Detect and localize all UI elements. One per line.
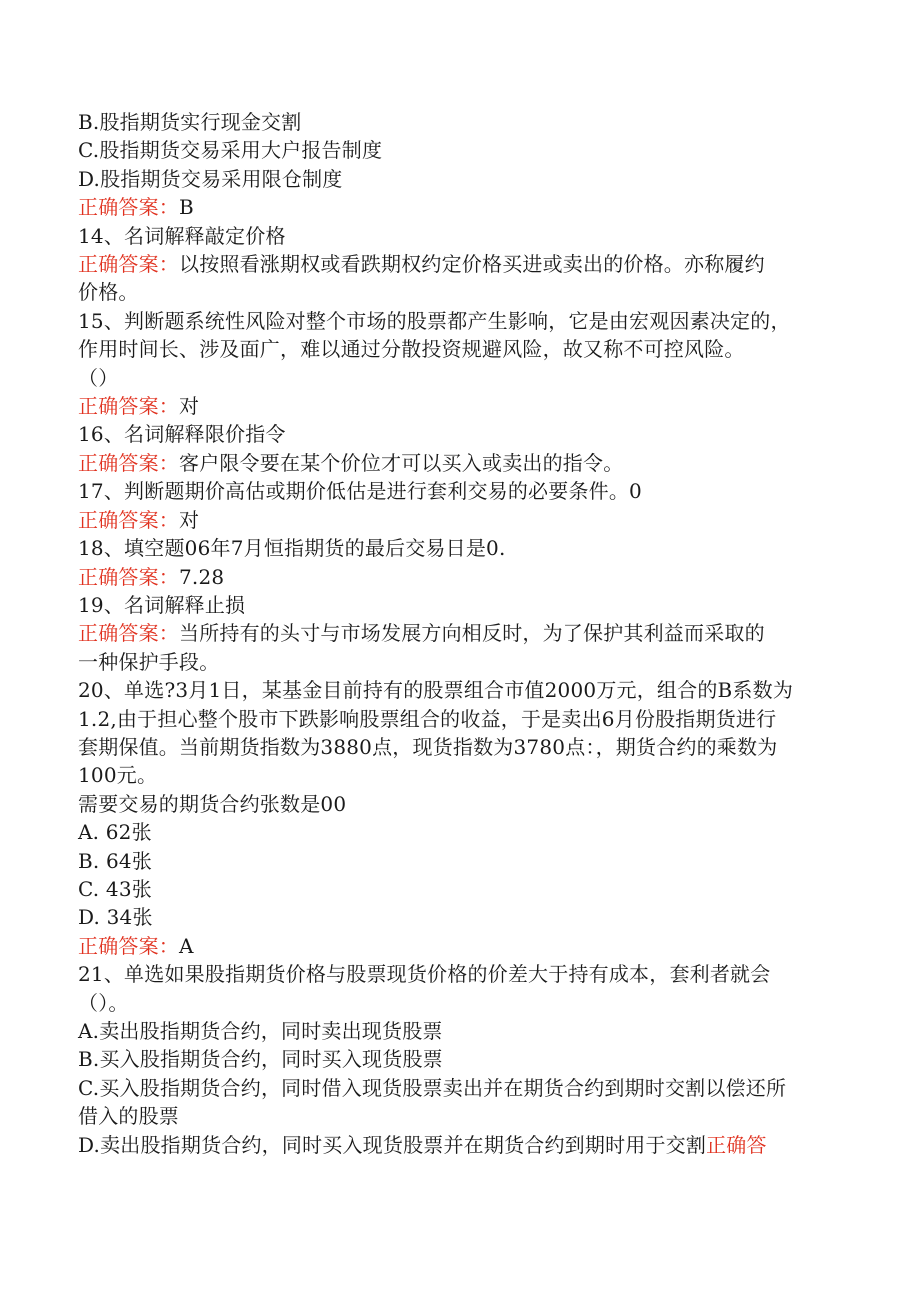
text-line: 借入的股票 bbox=[78, 1104, 179, 1129]
question-line: 20、单选?3月1日，某基金目前持有的股票组合市值2000万元，组合的B系数为 bbox=[78, 678, 794, 703]
option-line: A.卖出股指期货合约，同时卖出现货股票 bbox=[78, 1019, 443, 1043]
option-line: B.股指期货实行现金交割 bbox=[78, 110, 302, 134]
answer-line bbox=[78, 193, 858, 221]
text-line: 作用时间长、涉及面广，难以通过分散投资规避风险，故又称不可控风险。 bbox=[78, 337, 745, 362]
text-line: 需要交易的期货合约张数是00 bbox=[78, 791, 347, 816]
answer-value: B bbox=[179, 195, 194, 220]
option-line: C.股指期货交易采用大户报告制度 bbox=[78, 138, 383, 163]
option-line: B. 64张 bbox=[78, 848, 153, 873]
answer-label: 正确答案： bbox=[78, 195, 179, 220]
text-line: （）。 bbox=[78, 990, 129, 1015]
question-line: 18、填空题06年7月恒指期货的最后交易日是0. bbox=[78, 536, 506, 561]
answer-line bbox=[78, 563, 858, 591]
answer-value: 对 bbox=[179, 394, 200, 419]
option-line: C.买入股指期货合约，同时借入现货股票卖出并在期货合约到期时交割以偿还所 bbox=[78, 1075, 787, 1100]
option-line: D.股指期货交易采用限仓制度 bbox=[78, 166, 343, 191]
answer-line bbox=[78, 392, 858, 420]
text-line: 1.2,由于担心整个股市下跌影响股票组合的收益，于是卖出6月份股指期货进行 bbox=[78, 706, 777, 731]
option-line: D.卖出股指期货合约，同时买入现货股票并在期货合约到期时用于交割正确答 bbox=[78, 1132, 767, 1157]
option-line: B.买入股指期货合约，同时买入现货股票 bbox=[78, 1047, 443, 1072]
answer-line bbox=[78, 506, 858, 534]
answer-value: 客户限令要在某个价位才可以买入或卖出的指令。 bbox=[179, 450, 624, 475]
text-line: 一种保护手段。 bbox=[78, 649, 220, 674]
question-line: 14、名词解释敲定价格 bbox=[78, 223, 286, 248]
option-line: D. 34张 bbox=[78, 905, 153, 930]
option-line: C. 43张 bbox=[78, 876, 152, 901]
answer-line bbox=[78, 449, 858, 477]
answer-line bbox=[78, 250, 858, 278]
question-line: 16、名词解释限价指令 bbox=[78, 422, 286, 447]
option-line: A. 62张 bbox=[78, 820, 152, 845]
answer-label: 正确答案： bbox=[78, 252, 179, 277]
answer-line bbox=[78, 619, 858, 647]
answer-label: 正确答案： bbox=[78, 507, 179, 532]
document-page bbox=[78, 108, 858, 1159]
answer-value: 当所持有的头寸与市场发展方向相反时，为了保护其利益而采取的 bbox=[179, 621, 765, 646]
answer-value: 以按照看涨期权或看跌期权约定价格买进或卖出的价格。亦称履约 bbox=[179, 252, 765, 277]
text-line: 价格。 bbox=[78, 280, 139, 305]
answer-value: 对 bbox=[179, 507, 200, 532]
answer-label: 正确答案： bbox=[78, 450, 179, 475]
text-line: 100元。 bbox=[78, 763, 158, 788]
answer-label: 正确答案： bbox=[78, 564, 179, 589]
question-line: 17、判断题期价高估或期价低估是进行套利交易的必要条件。0 bbox=[78, 479, 642, 504]
question-line: 15、判断题系统性风险对整个市场的股票都产生影响，它是由宏观因素决定的， bbox=[78, 308, 791, 333]
answer-value: A bbox=[179, 933, 194, 958]
answer-label-partial: 正确答 bbox=[706, 1132, 767, 1157]
answer-label: 正确答案： bbox=[78, 621, 179, 646]
answer-value: 7.28 bbox=[179, 564, 225, 589]
question-line: 21、单选如果股指期货价格与股票现货价格的价差大于持有成本，套利者就会 bbox=[78, 962, 771, 987]
answer-label: 正确答案： bbox=[78, 394, 179, 419]
answer-label: 正确答案： bbox=[78, 933, 179, 958]
question-line: 19、名词解释止损 bbox=[78, 592, 246, 617]
text-line: 套期保值。当前期货指数为3880点，现货指数为3780点：，期货合约的乘数为 bbox=[78, 734, 778, 759]
text-line: （） bbox=[78, 365, 119, 390]
answer-line bbox=[78, 932, 858, 960]
